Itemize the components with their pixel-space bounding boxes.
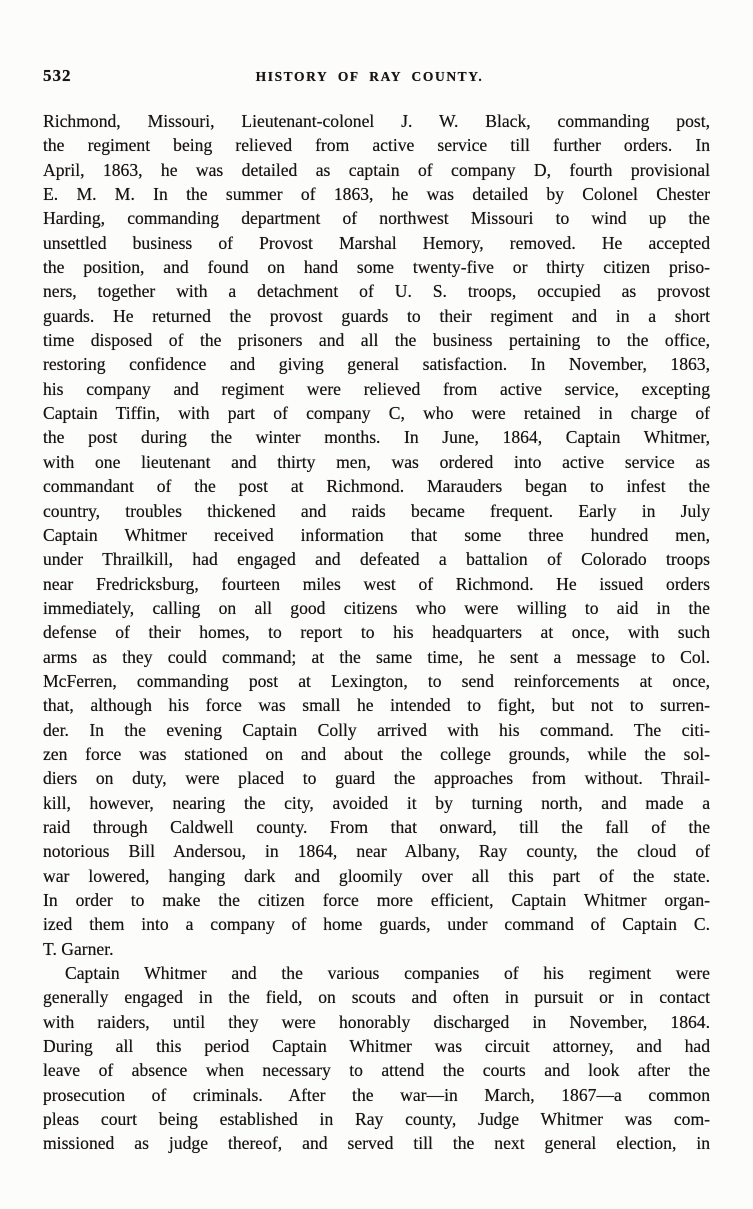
text-line: April, 1863, he was detailed as captain of company D, fourth provisional [43,159,710,180]
text-line: diers on duty, were placed to guard the approaches from without. Thrail- [43,768,710,789]
text-line: der. In the evening Captain Colly arrived with his command. The citi- [43,719,710,740]
text-line-paragraph-end: T. Garner. [43,938,114,959]
text-line: Richmond, Missouri, Lieutenant-colonel J. W. Black, commanding post, [43,111,710,131]
text-line: with one lieutenant and thirty men, was ordered into active service as [43,451,710,472]
text-line: notorious Bill Andersou, in 1864, near Albany, Ray county, the cloud of [43,841,710,862]
text-line: Harding, commanding department of northwest Missouri to wind up the [43,208,710,229]
text-line: the post during the winter months. In June, 1864, Captain Whitmer, [43,427,710,448]
text-line: E. M. M. In the summer of 1863, he was detailed by Colonel Chester [43,184,710,205]
text-line: near Fredricksburg, fourteen miles west of Richmond. He issued orders [43,573,710,594]
text-line: restoring confidence and giving general satisfaction. In November, 1863, [43,354,710,375]
text-line: country, troubles thickened and raids became frequent. Early in July [43,500,710,521]
text-line: the regiment being relieved from active service till further orders. In [43,135,710,156]
text-line: During all this period Captain Whitmer was circuit attorney, and had [43,1036,710,1057]
text-line: McFerren, commanding post at Lexington, to send reinforcements at once, [43,670,710,691]
page-number: 532 [43,66,72,85]
text-line: missioned as judge thereof, and served till the next general election, in [43,1133,710,1154]
running-title: HISTORY OF RAY COUNTY. [255,69,484,84]
text-line: kill, however, nearing the city, avoided it by turning north, and made a [43,792,710,813]
text-line: pleas court being established in Ray county, Judge Whitmer was com- [43,1109,710,1130]
text-line: guards. He returned the provost guards to their regiment and in a short [43,305,710,326]
text-line: ized them into a company of home guards, under command of Captain C. [43,914,710,935]
running-header [43,66,710,88]
text-line: time disposed of the prisoners and all the business pertaining to the office, [43,330,710,351]
text-line: raid through Caldwell county. From that onward, till the fall of the [43,816,710,837]
text-line: leave of absence when necessary to attend the courts and look after the [43,1060,710,1081]
text-line: prosecution of criminals. After the war—in March, 1867—a common [43,1084,710,1105]
text-line: arms as they could command; at the same time, he sent a message to Col. [43,646,710,667]
text-line: defense of their homes, to report to his headquarters at once, with such [43,622,710,643]
text-line: zen force was stationed on and about the college grounds, while the sol- [43,743,710,764]
text-line: immediately, calling on all good citizens who were willing to aid in the [43,597,710,618]
text-line: that, although his force was small he intended to fight, but not to surren- [43,695,710,716]
text-line: under Thrailkill, had engaged and defeated a battalion of Colorado troops [43,549,710,570]
text-line: the position, and found on hand some twenty-five or thirty citizen priso- [43,257,710,278]
body-text [43,109,710,1156]
text-line: commandant of the post at Richmond. Marauders began to infest the [43,476,710,497]
text-line: Captain Whitmer received information that some three hundred men, [43,524,710,545]
text-line: ners, together with a detachment of U. S. troops, occupied as provost [43,281,710,302]
text-line-paragraph-start: Captain Whitmer and the various companies of his regiment were [65,963,710,984]
text-line: In order to make the citizen force more efficient, Captain Whitmer organ- [43,890,710,910]
text-line: war lowered, hanging dark and gloomily over all this part of the state. [43,865,710,886]
text-line: Captain Tiffin, with part of company C, who were retained in charge of [43,403,710,424]
text-line: with raiders, until they were honorably discharged in November, 1864. [43,1011,710,1032]
text-line: unsettled business of Provost Marshal Hemory, removed. He accepted [43,232,710,253]
text-line: generally engaged in the field, on scouts and often in pursuit or in contact [43,987,710,1008]
text-line: his company and regiment were relieved from active service, excepting [43,378,710,399]
